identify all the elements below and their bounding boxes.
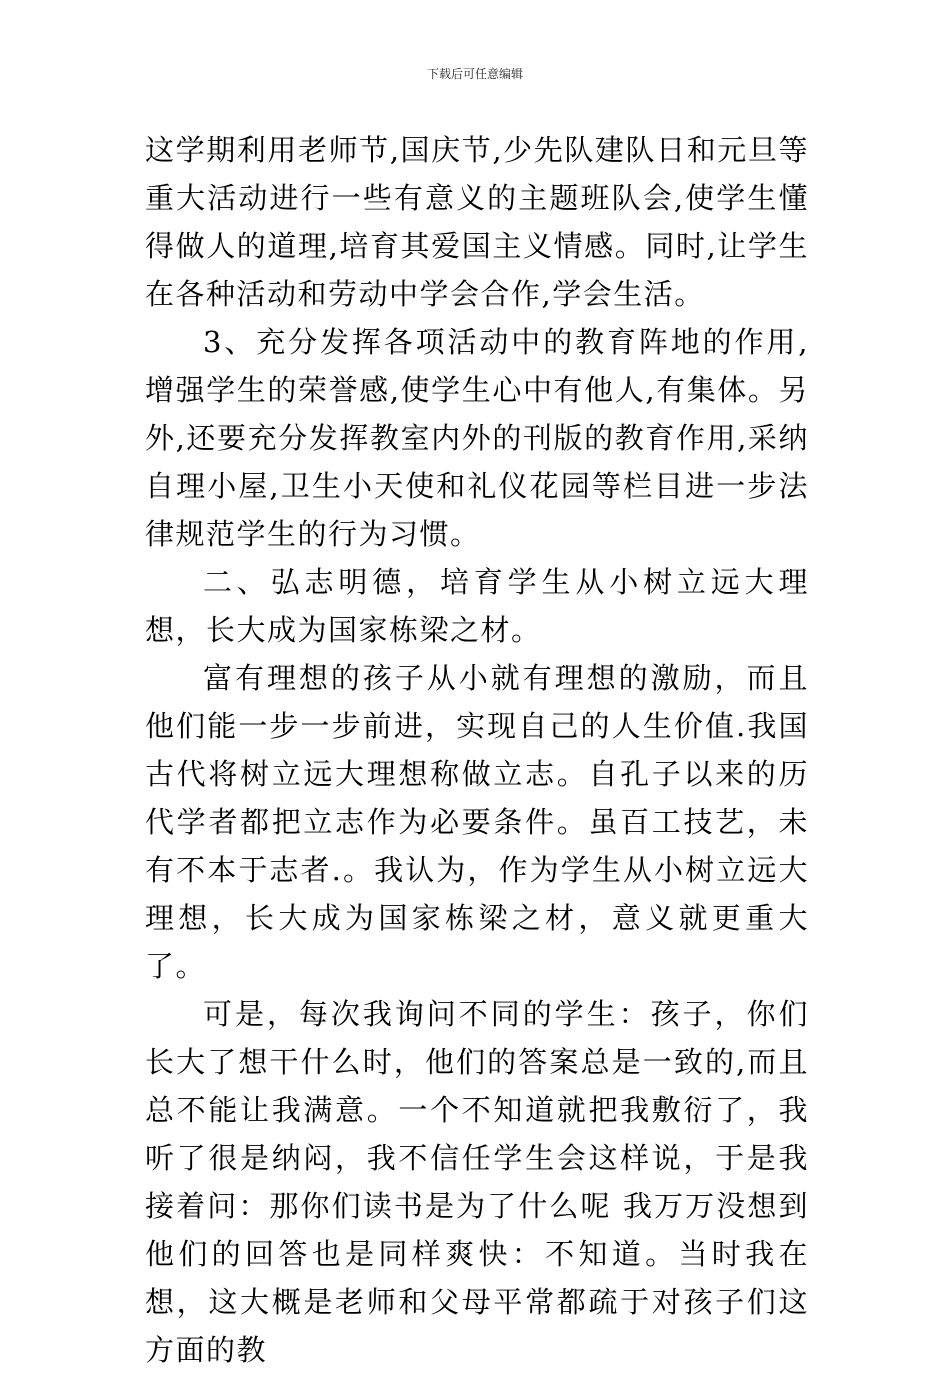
- paragraph-2: 3、充分发挥各项活动中的教育阵地的作用,增强学生的荣誉感,使学生心中有他人,有集体。另外,还要充分发挥教室内外的刊版的教育作用,采纳自理小屋,卫生小天使和礼仪花园等栏目进一步法律规范学生的行为习惯。: [145, 325, 809, 551]
- paragraph-5: 可是，每次我询问不同的学生：孩子，你们长大了想干什么时，他们的答案总是一致的,而且总不能让我满意。一个不知道就把我敷衍了，我听了很是纳闷，我不信任学生会这样说，于是我接着问：那你们读书是为了什么呢 我万万没想到他们的回答也是同样爽快：不知道。当时我在想，这大概是老师和父母平常都疏于对孩子们这方面的教: [145, 997, 809, 1367]
- document-body: [145, 126, 809, 1374]
- paragraph-1: 这学期利用老师节,国庆节,少先队建队日和元旦等重大活动进行一些有意义的主题班队会,使学生懂得做人的道理,培育其爱国主义情感。同时,让学生在各种活动和劳动中学会合作,学会生活。: [145, 133, 809, 311]
- paragraph-4: 富有理想的孩子从小就有理想的激励，而且他们能一步一步前进，实现自己的人生价值.我国古代将树立远大理想称做立志。自孔子以来的历代学者都把立志作为必要条件。虽百工技艺，未有不本于志者.。我认为，作为学生从小树立远大理想，长大成为国家栋梁之材，意义就更重大了。: [145, 661, 809, 983]
- page-header-note: 下载后可任意编辑: [426, 67, 523, 81]
- paragraph-3-heading: 二、弘志明德，培育学生从小树立远大理想，长大成为国家栋梁之材。: [145, 565, 809, 647]
